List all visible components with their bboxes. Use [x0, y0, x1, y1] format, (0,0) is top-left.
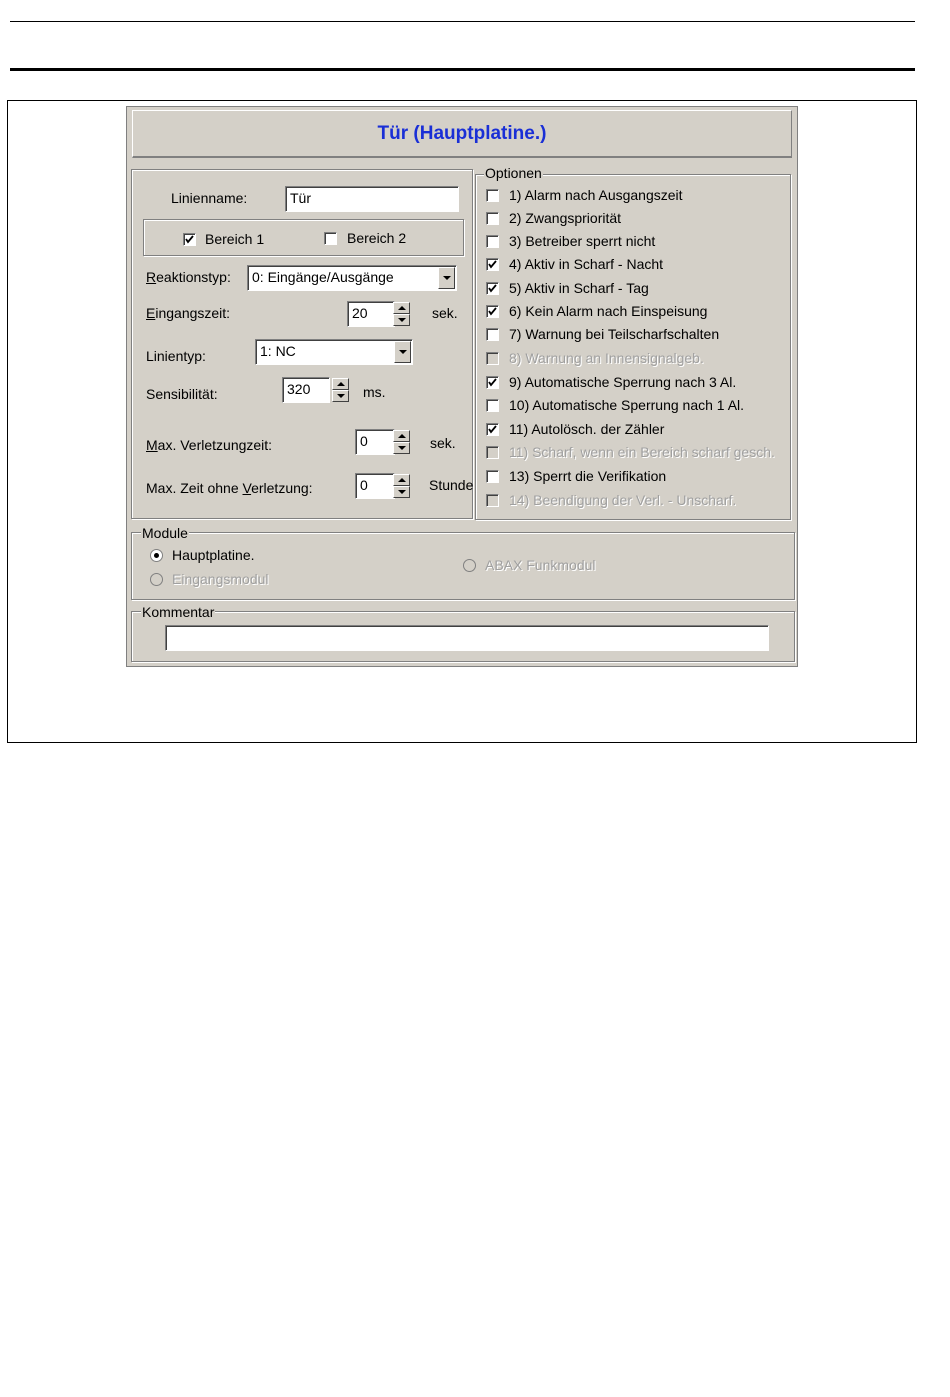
- abax-radio[interactable]: [463, 559, 476, 572]
- eingangszeit-input[interactable]: 20: [347, 301, 395, 327]
- linientyp-label: Linientyp:: [146, 348, 206, 364]
- abax-label: ABAX Funkmodul: [485, 557, 596, 573]
- chevron-down-icon: [399, 350, 407, 354]
- option-checkbox-9[interactable]: [486, 376, 499, 389]
- sensibilitaet-label: Sensibilität:: [146, 386, 218, 402]
- eingangszeit-label-accesskey: E: [146, 305, 156, 321]
- option-label-6: 6) Kein Alarm nach Einspeisung: [509, 303, 708, 319]
- hauptplatine-label: Hauptplatine.: [172, 547, 255, 563]
- bereich2-label: Bereich 2: [347, 230, 407, 246]
- sensibilitaet-spinner[interactable]: [332, 378, 349, 402]
- option-label-7: 7) Warnung bei Teilscharfschalten: [509, 326, 720, 342]
- option-label-12: 11) Scharf, wenn ein Bereich scharf gesch.: [509, 444, 775, 460]
- kommentar-legend: Kommentar: [142, 604, 215, 620]
- option-label-14: 14) Beendigung der Verl. - Unscharf.: [509, 492, 737, 508]
- max-zeit-ohne-spinner[interactable]: [393, 474, 410, 498]
- eingangsmodul-radio[interactable]: [150, 573, 163, 586]
- sensibilitaet-input[interactable]: 320: [282, 377, 330, 403]
- option-checkbox-2[interactable]: [486, 212, 499, 225]
- option-checkbox-10[interactable]: [486, 399, 499, 412]
- eingangsmodul-label: Eingangsmodul: [172, 571, 269, 587]
- bereich1-checkbox[interactable]: [183, 233, 196, 246]
- chevron-down-icon: [443, 276, 451, 280]
- spin-up-icon[interactable]: [393, 302, 410, 314]
- option-checkbox-7[interactable]: [486, 328, 499, 341]
- linientyp-select[interactable]: [255, 339, 413, 365]
- max-verletzungszeit-label: Max. Verletzungzeit:: [146, 437, 273, 453]
- option-checkbox-12[interactable]: [486, 446, 499, 459]
- linienname-input[interactable]: Tür: [285, 186, 459, 212]
- dialog-title-bar: [132, 110, 792, 158]
- max-verletzungszeit-accesskey: M: [146, 437, 158, 453]
- linientyp-value: 1: NC: [260, 343, 296, 359]
- option-checkbox-5[interactable]: [486, 282, 499, 295]
- spin-down-icon[interactable]: [332, 390, 349, 402]
- option-checkbox-11[interactable]: [486, 423, 499, 436]
- spin-up-icon[interactable]: [332, 378, 349, 390]
- spin-up-icon[interactable]: [393, 430, 410, 442]
- option-checkbox-4[interactable]: [486, 258, 499, 271]
- reaktionstyp-label-accesskey: R: [146, 269, 157, 285]
- hauptplatine-radio[interactable]: [150, 549, 163, 562]
- option-checkbox-6[interactable]: [486, 305, 499, 318]
- bereich1-label: Bereich 1: [205, 231, 265, 247]
- max-verletzungszeit-spinner[interactable]: [393, 430, 410, 454]
- spin-down-icon[interactable]: [393, 314, 410, 326]
- reaktionstyp-dropdown-button[interactable]: [438, 267, 455, 289]
- reaktionstyp-label: Reaktionstyp:: [146, 269, 231, 285]
- eingangszeit-label: Eingangszeit:: [146, 305, 231, 321]
- module-legend: Module: [142, 525, 188, 541]
- max-verletzungszeit-input[interactable]: 0: [355, 429, 395, 455]
- spin-down-icon[interactable]: [393, 442, 410, 454]
- dialog-title: Tür (Hauptplatine.): [377, 122, 547, 144]
- max-verletzungszeit-unit: sek.: [430, 435, 456, 451]
- sensibilitaet-unit: ms.: [363, 384, 386, 400]
- max-zeit-ohne-label: Max. Zeit ohne Verletzung:: [146, 480, 313, 496]
- max-zeit-ohne-input[interactable]: 0: [355, 473, 395, 499]
- reaktionstyp-select[interactable]: [247, 265, 457, 291]
- option-checkbox-3[interactable]: [486, 235, 499, 248]
- option-label-11: 11) Autolösch. der Zähler: [509, 421, 665, 437]
- option-checkbox-14[interactable]: [486, 494, 499, 507]
- option-checkbox-8[interactable]: [486, 352, 499, 365]
- option-label-8: 8) Warnung an Innensignalgeb.: [509, 350, 704, 366]
- reaktionstyp-value: 0: Eingänge/Ausgänge: [252, 269, 394, 285]
- max-zeit-ohne-accesskey: V: [242, 480, 252, 496]
- kommentar-input[interactable]: [165, 625, 769, 651]
- linientyp-dropdown-button[interactable]: [394, 341, 411, 363]
- option-label-10: 10) Automatische Sperrung nach 1 Al.: [509, 397, 745, 413]
- optionen-legend: Optionen: [485, 165, 542, 181]
- zone-settings-dialog: [126, 106, 798, 667]
- option-label-2: 2) Zwangspriorität: [509, 210, 622, 226]
- spin-up-icon[interactable]: [393, 474, 410, 486]
- eingangszeit-spinner[interactable]: [393, 302, 410, 326]
- header-rule-thick: [10, 68, 915, 71]
- bereich2-checkbox[interactable]: [324, 232, 337, 245]
- option-label-13: 13) Sperrt die Verifikation: [509, 468, 667, 484]
- option-label-3: 3) Betreiber sperrt nicht: [509, 233, 656, 249]
- option-checkbox-1[interactable]: [486, 189, 499, 202]
- eingangszeit-unit: sek.: [432, 305, 458, 321]
- spin-down-icon[interactable]: [393, 486, 410, 498]
- option-checkbox-13[interactable]: [486, 470, 499, 483]
- max-zeit-ohne-unit: Stunde: [429, 477, 473, 493]
- option-label-1: 1) Alarm nach Ausgangszeit: [509, 187, 683, 203]
- header-rule-thin: [10, 21, 915, 22]
- linienname-label: Linienname:: [171, 190, 248, 206]
- option-label-5: 5) Aktiv in Scharf - Tag: [509, 280, 649, 296]
- option-label-4: 4) Aktiv in Scharf - Nacht: [509, 256, 664, 272]
- option-label-9: 9) Automatische Sperrung nach 3 Al.: [509, 374, 737, 390]
